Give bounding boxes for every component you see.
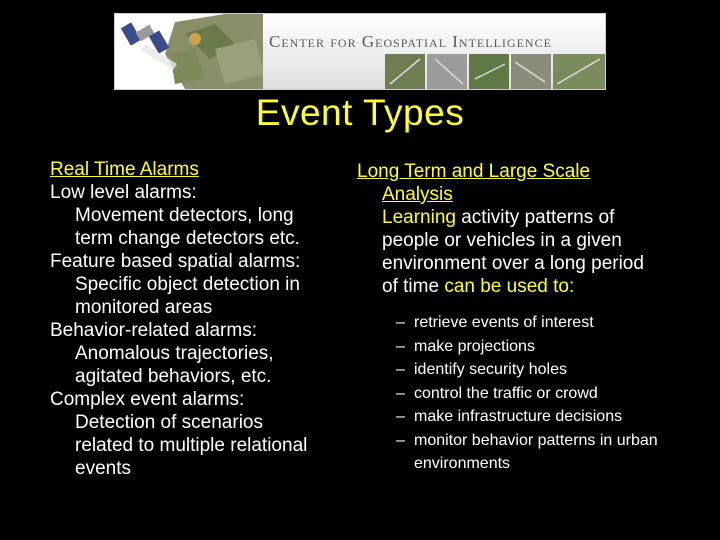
list-item — [396, 405, 706, 429]
list-item-text: control the traffic or crowd — [414, 384, 598, 402]
dash-bullet: – — [396, 384, 405, 402]
alarm-type-detail: events — [75, 458, 131, 479]
alarm-type-detail: monitored areas — [75, 297, 213, 318]
satellite-collage-icon — [115, 14, 275, 89]
dash-bullet: – — [396, 314, 405, 331]
dash-bullet: – — [396, 361, 405, 378]
list-item — [396, 335, 706, 359]
dash-bullet: – — [396, 431, 405, 449]
alarm-type-detail: related to multiple relational — [75, 435, 308, 456]
analysis-description-line — [357, 275, 697, 298]
slide-title: Event Types — [255, 92, 465, 133]
description-text: of time — [382, 276, 440, 297]
dash-bullet: – — [396, 408, 405, 425]
alarm-type-label: Complex event alarms: — [50, 389, 245, 410]
heading-line: Analysis — [382, 184, 453, 205]
analysis-description-line: people or vehicles in a given — [382, 230, 622, 251]
analysis-description-line — [357, 206, 697, 229]
highlight-word: can be used to: — [444, 276, 575, 297]
long-term-analysis-heading — [357, 160, 697, 183]
alarm-type-detail: Specific object detection in — [75, 274, 300, 295]
list-item-text: make infrastructure decisions — [414, 408, 623, 425]
alarm-type-label: Behavior-related alarms: — [50, 320, 257, 341]
alarm-type-detail: Detection of scenarios — [75, 412, 263, 433]
alarm-type-label: Feature based spatial alarms: — [50, 251, 301, 272]
real-time-alarms-heading: Real Time Alarms — [50, 159, 199, 180]
list-item — [396, 429, 706, 476]
map-tiles-icon — [385, 54, 605, 89]
list-item-text: retrieve events of interest — [414, 314, 594, 331]
alarm-type-detail: term change detectors etc. — [75, 228, 300, 249]
analysis-description-line: environment over a long period — [382, 253, 644, 274]
alarm-type-detail: Movement detectors, long — [75, 205, 294, 226]
dash-bullet: – — [396, 337, 405, 355]
banner-title: Center for Geospatial Intelligence — [269, 31, 552, 51]
long-term-analysis-column — [357, 160, 697, 298]
header-banner — [114, 13, 606, 90]
long-term-analysis-heading-cont — [357, 183, 697, 206]
list-item-text: make projections — [414, 337, 535, 355]
list-item — [396, 382, 706, 406]
alarm-type-detail: agitated behaviors, etc. — [75, 366, 272, 387]
list-item-line: environments — [414, 455, 511, 472]
description-text: activity patterns of — [461, 207, 615, 228]
list-item — [396, 311, 706, 335]
use-case-list — [396, 311, 706, 476]
list-item — [396, 358, 706, 382]
heading-line: Long Term and Large Scale — [357, 161, 591, 182]
list-item-text — [414, 429, 658, 476]
highlight-word: Learning — [382, 207, 456, 228]
list-item-line: monitor behavior patterns in urban — [414, 431, 658, 449]
alarm-type-detail: Anomalous trajectories, — [75, 343, 274, 364]
alarm-type-label: Low level alarms: — [50, 182, 197, 203]
list-item-text: identify security holes — [414, 361, 567, 378]
real-time-alarms-column — [50, 158, 350, 480]
